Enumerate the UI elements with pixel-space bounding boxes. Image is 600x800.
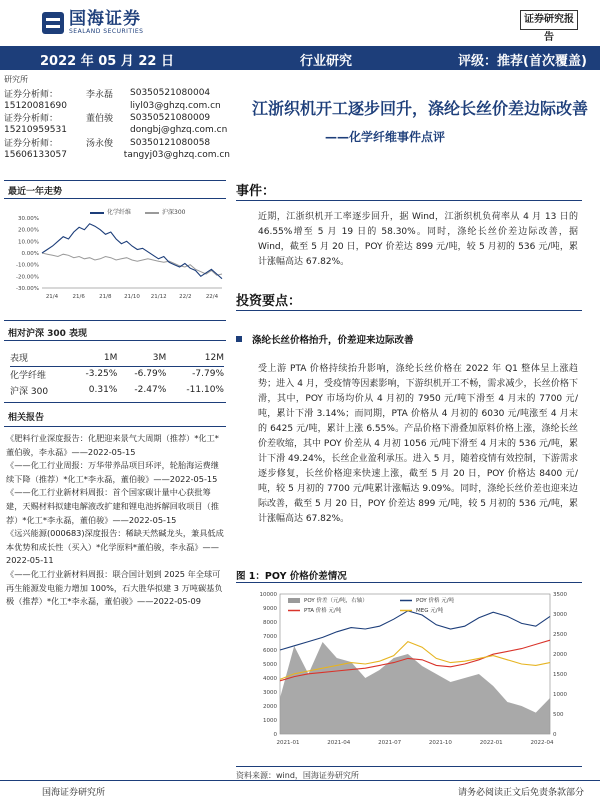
trend-x-tick: 22/2 <box>179 294 192 300</box>
page-title: 江浙织机开工逐步回升，涤纶长丝价差边际改善 <box>252 99 589 118</box>
poy-legend-label: POY 价格 元/吨 <box>416 598 455 604</box>
analyst-c2: 董伯骏 <box>86 114 114 125</box>
poy-legend-label: PTA 价格 元/吨 <box>304 608 342 614</box>
performance-heading: 相对沪深 300 表现 <box>8 329 88 339</box>
figure-title: 图 1：POY 价格价差情况 <box>236 571 347 582</box>
analyst-c1: 15606133057 <box>4 150 67 161</box>
logo-text-cn: 国海证券 <box>69 9 141 29</box>
table-cell: -6.79% <box>134 369 167 380</box>
table-header-cell: 表现 <box>10 350 68 366</box>
table-cell: -7.79% <box>192 369 224 380</box>
poy-legend-swatch <box>288 598 300 603</box>
divider <box>236 766 582 767</box>
trend-heading: 最近一年走势 <box>8 187 63 197</box>
analyst-c1: 15120081690 <box>4 100 67 111</box>
header-bar <box>0 46 600 70</box>
analyst-row <box>4 124 230 136</box>
trend-y-tick: 0.00% <box>21 251 39 257</box>
related-report-item[interactable]: 《——化工行业新材料周报：联合国计划到 2025 年全球可再生能源发电能力增加 100%，石大胜华拟建 3 万吨碳基负极（推荐）*化工*李永磊，董伯骏》——2022-05-09 <box>6 568 223 607</box>
analyst-row <box>4 149 230 161</box>
poy-y-tick: 7000 <box>263 634 277 640</box>
analyst-row <box>4 112 230 124</box>
related-report-item[interactable]: 《——化工行业周报：万华带养品项目环评，轮胎海运费继续下降（推荐）*化工*李永磊，董伯骏》——2022-05-15 <box>6 460 219 484</box>
related-report-item[interactable]: 《肥料行业深度报告：化肥迎来景气大周期（推荐）*化工*董伯骏，李永磊》——2022-05-15 <box>6 433 219 457</box>
trend-x-tick: 21/6 <box>72 294 85 300</box>
performance-table <box>10 350 224 398</box>
divider <box>4 320 226 321</box>
related-heading: 相关报告 <box>8 413 45 423</box>
poy-x-tick: 2021-10 <box>428 740 452 746</box>
analyst-row <box>4 87 230 99</box>
table-cell: -3.25% <box>85 369 118 380</box>
report-type: 行业研究 <box>300 54 353 69</box>
logo-text-en: SEALAND SECURITIES <box>69 28 144 35</box>
table-header-cell: 3M <box>117 350 166 366</box>
divider <box>236 200 582 201</box>
poy-x-tick: 2021-07 <box>378 740 402 746</box>
poy-legend-label: POY 价差（元/吨，右轴） <box>304 598 368 604</box>
legend-label: 沪深300 <box>162 209 186 216</box>
analyst-row <box>4 137 230 149</box>
poy-y2-tick: 500 <box>553 712 564 718</box>
table-header-cell: 1M <box>68 350 117 366</box>
analyst-c3: liyl03@ghzq.com.cn <box>130 100 221 111</box>
analyst-c2: 李永磊 <box>86 89 114 100</box>
poy-y-tick: 5000 <box>263 662 277 668</box>
poy-x-tick: 2022-01 <box>479 740 503 746</box>
poy-y-tick: 2000 <box>263 704 277 710</box>
bullet-text: 涤纶长丝价格抬升，价差迎来边际改善 <box>252 335 414 346</box>
poy-y-tick: 4000 <box>263 676 277 682</box>
poy-spread-area <box>280 642 550 734</box>
analyst-c2: 汤永俊 <box>86 139 114 150</box>
table-header-row <box>10 350 224 366</box>
poy-y2-tick: 3500 <box>553 592 567 598</box>
poy-y-tick: 0 <box>273 732 277 738</box>
event-heading: 事件： <box>236 184 276 199</box>
analyst-c1: 证券分析师： <box>4 139 59 150</box>
trend-y-tick: 10.00% <box>18 239 39 246</box>
divider <box>4 180 226 181</box>
table-header-cell: 12M <box>166 350 224 366</box>
poy-y2-tick: 2500 <box>553 632 567 638</box>
trend-y-tick: -10.00% <box>16 262 39 269</box>
poy-x-tick: 2021-04 <box>327 740 351 746</box>
analyst-label: 研究所 <box>4 75 28 84</box>
poy-y2-tick: 3000 <box>553 612 567 618</box>
divider <box>4 426 226 427</box>
poy-y-tick: 3000 <box>263 690 277 696</box>
poy-y-tick: 9000 <box>263 606 277 612</box>
invest-paragraph: 受上游 PTA 价格持续抬升影响，涤纶长丝价格在 2022 年 Q1 整体呈上涨趋势；进入 4 月，受疫情等因素影响，下游织机开工不畅，需求减少，长丝价格下滑，其中，POY 市场均价从 4 月初的 7950 元/吨下滑至 4 月末的 7700 元/吨，累计下滑 3.14%；而同期，PTA 价格从 4 月初的 6030 元/吨涨至 4 月末的 6425 元/吨，累计上涨 6.55%。产品价格下滑叠加原料价格上涨，涤纶长丝价差收缩，其中 POY 价差从 4 月初 1056 元/吨下滑至 4 月末的 536 元/吨，累计下滑 49.24%，长丝企业盈利承压。进入 5 月，随着疫情有效控制，下游需求逐步修复，长丝价格迎来快速上涨，截至 5 月 20 日，POY 价格达 8400 元/吨，较 5 月初的 7700 元/吨累计涨幅达 9.09%。同时，涤纶长丝价差也迎来边际改善，截至 5 月 20 日，POY 价差达 899 元/吨，较 5 月初的 536 元/吨，累计涨幅高达 67.82%。 <box>258 364 578 524</box>
analyst-c1: 证券分析师： <box>4 89 59 100</box>
divider <box>236 310 582 311</box>
poy-y-tick: 8000 <box>263 620 277 626</box>
trend-chart <box>8 214 226 304</box>
trend-line-fiber <box>42 224 222 279</box>
table-cell: -11.10% <box>186 385 224 395</box>
table-row <box>10 366 224 382</box>
figure-source: 资料来源：wind，国海证券研究所 <box>236 771 359 780</box>
poy-y2-tick: 1000 <box>553 692 567 698</box>
analyst-c3: S0350121080058 <box>130 137 211 148</box>
analyst-c3: tangyj03@ghzq.com.cn <box>123 150 230 161</box>
divider <box>236 582 582 583</box>
trend-x-tick: 21/4 <box>45 294 59 300</box>
trend-x-tick: 21/8 <box>99 294 112 300</box>
table-cell: 0.31% <box>88 385 118 395</box>
report-rating: 评级：推荐(首次覆盖) <box>458 54 587 69</box>
trend-y-tick: 20.00% <box>18 227 39 234</box>
divider <box>4 340 226 341</box>
analyst-c1: 15210959531 <box>4 125 67 136</box>
company-logo <box>42 10 143 35</box>
poy-y-tick: 1000 <box>263 718 277 724</box>
logo-mark-icon <box>42 12 64 34</box>
related-reports-list <box>6 432 224 609</box>
poy-y2-tick: 2000 <box>553 652 567 658</box>
table-cell: 化学纤维 <box>10 370 47 381</box>
divider <box>4 402 226 403</box>
analyst-c3: S0350521080009 <box>130 112 211 123</box>
trend-x-tick: 21/10 <box>124 294 140 300</box>
report-stamp: 证券研究报告 <box>520 10 578 30</box>
poy-y2-tick: 1500 <box>553 672 567 678</box>
footer-right: 请务必阅读正文后免责条款部分 <box>457 788 584 798</box>
trend-y-tick: -20.00% <box>16 274 39 281</box>
trend-y-tick: 30.00% <box>18 216 39 222</box>
page-subtitle: ——化学纤维事件点评 <box>325 130 446 144</box>
trend-line-hs300 <box>42 253 222 275</box>
table-cell: -2.47% <box>134 385 167 395</box>
analyst-row <box>4 99 230 111</box>
poy-chart <box>236 588 582 764</box>
trend-x-tick: 22/4 <box>205 294 219 300</box>
analyst-block <box>4 74 230 161</box>
table-row <box>10 382 224 398</box>
report-date: 2022 年 05 月 22 日 <box>40 54 174 69</box>
trend-y-tick: -30.00% <box>16 286 39 292</box>
poy-x-tick: 2021-01 <box>276 740 300 746</box>
poy-y-tick: 6000 <box>263 648 277 654</box>
footer-divider <box>0 780 600 781</box>
invest-bullet <box>236 332 414 346</box>
related-report-item[interactable]: 《——化工行业新材料周报：首个国家碳计量中心获批筹建，天赐材料拟建电解液改扩建和锂电池拆解回收项目（推荐）*化工*李永磊，董伯骏》——2022-05-15 <box>6 487 219 525</box>
related-report-item[interactable]: 《远兴能源(000683)深度报告：稀缺天然碱龙头，兼具低成本优势和成长性（买入）*化学原料*董伯骏，李永磊》——2022-05-11 <box>6 528 224 566</box>
trend-x-tick: 21/12 <box>150 294 167 300</box>
invest-heading: 投资要点： <box>236 294 302 309</box>
divider <box>4 198 226 199</box>
legend-label: 化学纤维 <box>107 209 132 216</box>
analyst-c3: S0350521080004 <box>130 88 211 99</box>
event-paragraph: 近期，江浙织机开工率逐步回升，据 Wind，江浙织机负荷率从 4 月 13 日的 46.55%增至 5 月 19 日的 58.30%。同时，涤纶长丝价差边际改善，据 Wind，截至 5 月 20 日，POY 价差达 899 元/吨，较 5 月初的 536 元/吨，累计涨幅高达 67.82%。 <box>258 212 578 267</box>
analyst-c1: 证券分析师： <box>4 114 59 125</box>
table-cell: 沪深 300 <box>10 386 49 397</box>
poy-y2-tick: 0 <box>553 732 557 738</box>
poy-x-tick: 2022-04 <box>530 740 554 746</box>
bullet-square-icon <box>236 336 242 342</box>
poy-y-tick: 10000 <box>259 592 277 598</box>
analyst-c3: dongbj@ghzq.com.cn <box>130 125 228 136</box>
footer-left: 国海证券研究所 <box>42 788 106 798</box>
poy-legend-label: MEG 元/吨 <box>416 608 444 614</box>
